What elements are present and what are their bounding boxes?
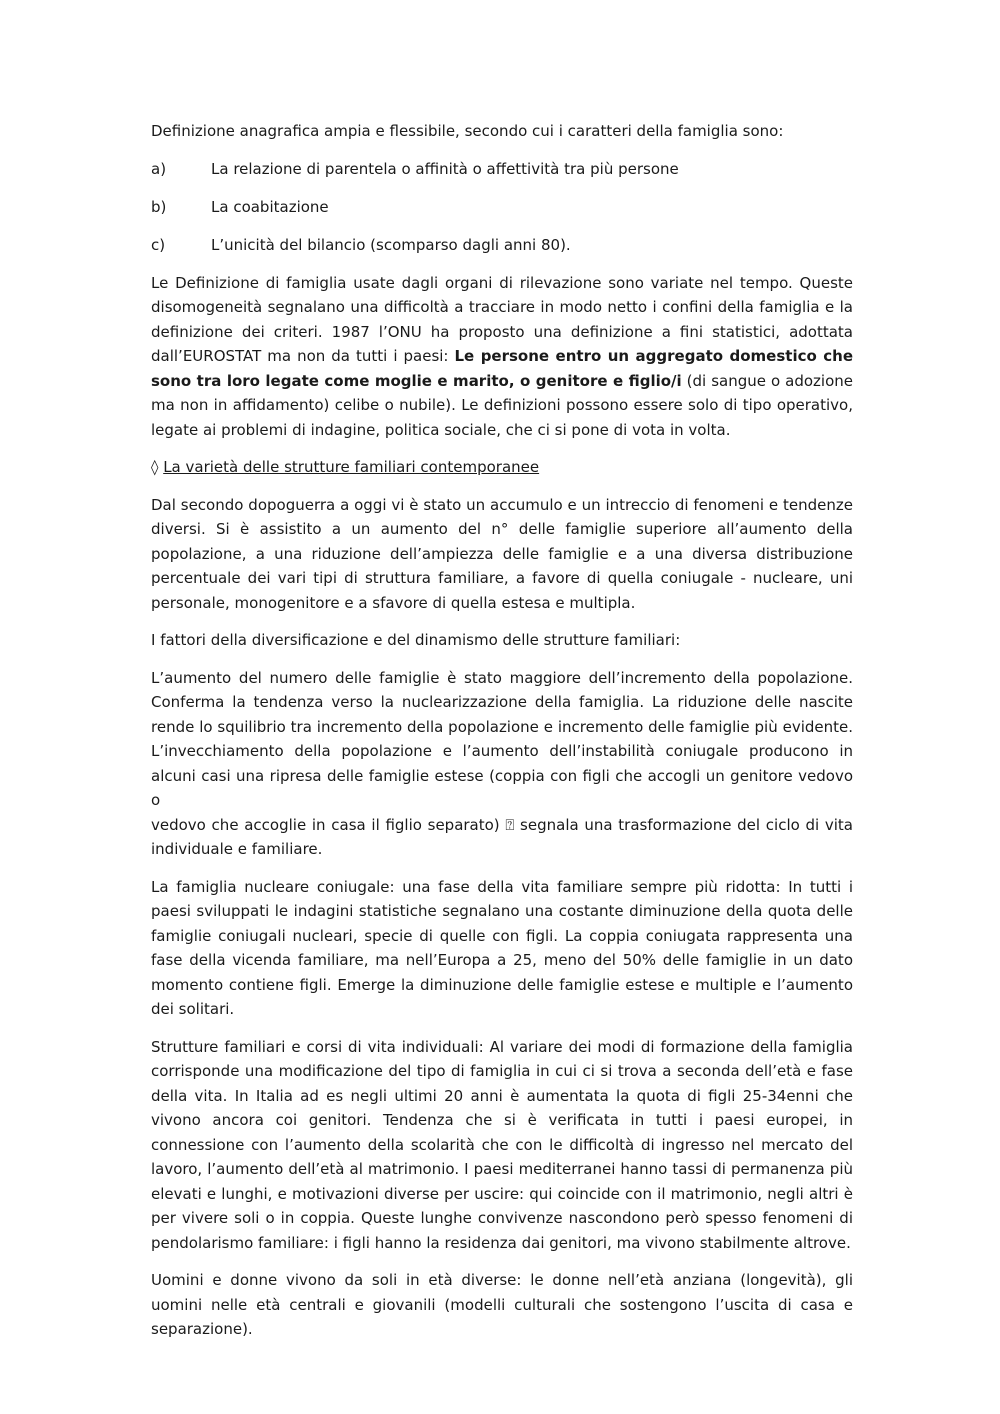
section-heading: [151, 455, 853, 480]
family-structures-paragraph: Strutture familiari e corsi di vita individuali: Al variare dei modi di formazione della famiglia corrisponde una modificazione del tipo di famiglia in cui ci si trova a seconda dell’età e fase della vita. In Italia ad es negli ultimi 20 anni è aumentata la quota di figli 25-34enni che vivono ancora coi genitori. Tendenza che si è verificata in tutti i paesi europei, in connessione con l’aumento della scolarità che con le difficoltà di ingresso nel mercato del lavoro, l’aumento dell’età al matrimonio. I paesi mediterranei hanno tassi di permanenza più elevati e lunghi, e motivazioni diverse per uscire: qui coincide con il matrimonio, negli altri è per vivere soli o in coppia. Queste lunghe convivenze nascondono però spesso fenomeni di pendolarismo familiare: i figli hanno la residenza dai genitori, ma vivono stabilmente altrove.: [151, 1037, 853, 1252]
definition-paragraph: [151, 271, 853, 443]
intro-paragraph: Definizione anagrafica ampia e flessibile, secondo cui i caratteri della famiglia sono:: [151, 122, 784, 140]
list-marker: b): [151, 197, 167, 216]
increase-text-part2: vedovo che accoglie in casa il figlio separato) ⍰ segnala una trasformazione del ciclo di vita individuale e familiare.: [151, 815, 853, 858]
increase-paragraph: [151, 666, 853, 862]
section-title: La varietà delle strutture familiari contemporanee: [163, 458, 540, 476]
nuclear-family-paragraph: La famiglia nucleare coniugale: una fase della vita familiare sempre più ridotta: In tutti i paesi sviluppati le indagini statistiche segnalano una costante diminuzione della quota delle famiglie coniugali nucleari, specie di quelle con figli. La coppia coniugata rappresenta una fase della vicenda familiare, ma nell’Europa a 25, meno del 50% delle famiglie in un dato momento contiene figli. Emerge la diminuzione delle famiglie estese e multiple e l’aumento dei solitari.: [151, 877, 853, 1018]
increase-text-part1: L’aumento del numero delle famiglie è stato maggiore dell’incremento della popolazione. Conferma la tendenza verso la nuclearizzazione della famiglia. La riduzione delle nascite rende lo squilibrio tra incremento della popolazione e incremento delle famiglie più evidente. L’invecchiamento della popolazione e l’aumento dell’instabilità coniugale producono in alcuni casi una ripresa delle famiglie estese (coppia con figli che accogli un genitore vedovo o: [151, 668, 853, 809]
men-women-paragraph: Uomini e donne vivono da soli in età diverse: le donne nell’età anziana (longevità), gli uomini nelle età centrali e giovanili (modelli culturali che sostengono l’uscita di casa e separazione).: [151, 1271, 853, 1338]
list-item: [151, 195, 853, 220]
list-marker: c): [151, 235, 166, 254]
list-text: La relazione di parentela o affinità o affettività tra più persone: [211, 159, 679, 178]
list-text: La coabitazione: [211, 197, 329, 216]
diamond-icon: ◊: [151, 458, 159, 476]
factors-paragraph: I fattori della diversificazione e del dinamismo delle strutture familiari:: [151, 631, 681, 649]
definition-bold-text: Le persone entro un aggregato domestico che sono tra loro legate come moglie e marito, o genitore e figlio/i: [151, 347, 853, 390]
definition-text-after: (di sangue o adozione ma non in affidamento) celibe o nubile). Le definizioni possono essere solo di tipo operativo, legate ai problemi di indagine, politica sociale, che ci si pone di vota in volta.: [151, 371, 854, 439]
postwar-paragraph: Dal secondo dopoguerra a oggi vi è stato un accumulo e un intreccio di fenomeni e tendenze diversi. Si è assistito a un aumento del n° delle famiglie superiore all’aumento della popolazione, a una riduzione dell’ampiezza delle famiglie e a una diversa distribuzione percentuale dei vari tipi di struttura familiare, a favore di quella coniugale - nucleare, uni personale, monogenitore e a sfavore di quella estesa e multipla.: [151, 495, 853, 612]
list-text: L’unicità del bilancio (scomparso dagli anni 80).: [211, 235, 571, 254]
definition-text-before: Le Definizione di famiglia usate dagli organi di rilevazione sono variate nel tempo. Queste disomogeneità segnalano una difficoltà a tracciare in modo netto i confini della famiglia e la definizione dei criteri. 1987 l’ONU ha proposto una definizione a fini statistici, adottata dall’EUROSTAT ma non da tutti i paesi:: [151, 273, 853, 365]
list-item: [151, 233, 853, 258]
list-item: [151, 157, 853, 182]
list-marker: a): [151, 159, 167, 178]
